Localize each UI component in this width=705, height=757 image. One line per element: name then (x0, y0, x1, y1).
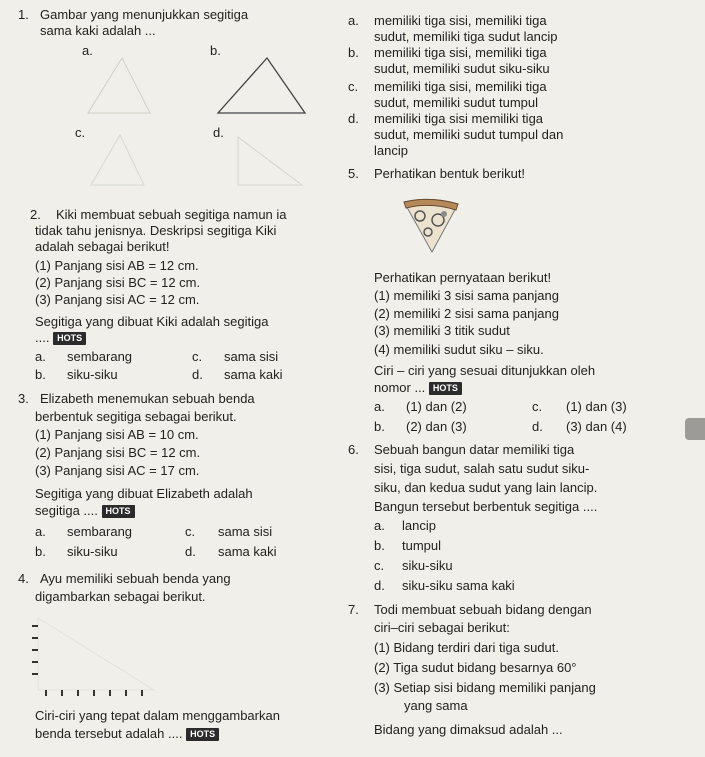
q5-question-line1: Ciri – ciri yang sesuai ditunjukkan oleh (374, 363, 596, 378)
q1-stem-line1: Gambar yang menunjukkan segitiga (40, 7, 249, 22)
q5-number: 5. (348, 166, 359, 181)
q1-option-c-letter[interactable]: c. (348, 79, 359, 94)
q7-item-3: (3) Setiap sisi bidang memiliki panjang (374, 680, 596, 695)
q1-option-c-line2[interactable]: sudut, memiliki sudut tumpul (374, 95, 539, 110)
q5-option-d-text[interactable]: (3) dan (4) (566, 419, 627, 434)
q1-option-d-line1[interactable]: memiliki tiga sisi memiliki tiga (374, 111, 544, 126)
q4-number: 4. (18, 571, 29, 586)
q1-fig-label-d: d. (213, 125, 224, 140)
q1-option-d-line2[interactable]: sudut, memiliki sudut tumpul dan (374, 127, 564, 142)
q2-stem-line2: tidak tahu jenisnya. Deskripsi segitiga Kiki (35, 223, 277, 238)
q5-item-3: (3) memiliki 3 titik sudut (374, 323, 510, 338)
q2-stem-line3: adalah sebagai berikut! (35, 239, 170, 254)
q3-item-3: (3) Panjang sisi AC = 17 cm. (35, 463, 200, 478)
edge-shadow (685, 418, 705, 440)
q6-option-c-text[interactable]: siku-siku (402, 558, 453, 573)
q2-stem-line1: Kiki membuat sebuah segitiga namun ia (56, 207, 287, 222)
q3-option-c-text[interactable]: sama sisi (218, 524, 273, 539)
q2-number: 2. (30, 207, 41, 222)
q2-option-a-text[interactable]: sembarang (67, 349, 133, 364)
q1-fig-label-c: c. (75, 125, 86, 140)
q2-option-c-letter[interactable]: c. (192, 349, 203, 364)
q2-hots-badge: HOTS (53, 332, 86, 345)
q5-option-d-letter[interactable]: d. (532, 419, 543, 434)
q1-option-d-letter[interactable]: d. (348, 111, 359, 126)
q3-item-2: (2) Panjang sisi BC = 12 cm. (35, 445, 201, 460)
q4-stem-line1: Ayu memiliki sebuah benda yang (40, 571, 231, 586)
q4-right-triangle-figure (30, 612, 160, 694)
q1-option-b-line1[interactable]: memiliki tiga sisi, memiliki tiga (374, 45, 547, 60)
q1-stem-line2: sama kaki adalah ... (40, 23, 156, 38)
q6-option-d-text[interactable]: siku-siku sama kaki (402, 578, 515, 593)
q5-question-line2: nomor ... HOTS (374, 380, 462, 395)
q5-item-1: (1) memiliki 3 sisi sama panjang (374, 288, 559, 303)
q5-option-a-letter[interactable]: a. (374, 399, 385, 414)
q3-stem-line1: Elizabeth menemukan sebuah benda (40, 391, 255, 406)
q2-option-b-letter[interactable]: b. (35, 367, 46, 382)
q7-item-2: (2) Tiga sudut bidang besarnya 60° (374, 660, 577, 675)
q1-option-b-line2[interactable]: sudut, memiliki sudut siku-siku (374, 61, 550, 76)
q7-question: Bidang yang dimaksud adalah ... (374, 722, 563, 737)
q7-stem-line1: Todi membuat sebuah bidang dengan (374, 602, 592, 617)
q4-closing-line2: benda tersebut adalah .... HOTS (35, 726, 219, 741)
q6-number: 6. (348, 442, 359, 457)
q6-option-d-letter[interactable]: d. (374, 578, 385, 593)
q6-stem-line1: Sebuah bangun datar memiliki tiga (374, 442, 575, 457)
q3-option-b-text[interactable]: siku-siku (67, 544, 118, 559)
q5-item-2: (2) memiliki 2 sisi sama panjang (374, 306, 559, 321)
q5-hots-badge: HOTS (429, 382, 462, 395)
q3-option-b-letter[interactable]: b. (35, 544, 46, 559)
q3-option-a-letter[interactable]: a. (35, 524, 46, 539)
q5-option-a-text[interactable]: (1) dan (2) (406, 399, 467, 414)
q3-question-line1: Segitiga yang dibuat Elizabeth adalah (35, 486, 253, 501)
q2-option-b-text[interactable]: siku-siku (67, 367, 118, 382)
q1-option-a-letter[interactable]: a. (348, 13, 359, 28)
q3-question-line2: segitiga .... HOTS (35, 503, 135, 518)
q6-stem-line4: Bangun tersebut berbentuk segitiga .... (374, 499, 598, 514)
q1-triangle-d-figure (236, 135, 306, 187)
q1-option-a-line2[interactable]: sudut, memiliki tiga sudut lancip (374, 29, 558, 44)
q1-option-b-letter[interactable]: b. (348, 45, 359, 60)
q5-option-c-letter[interactable]: c. (532, 399, 543, 414)
q7-item-1: (1) Bidang terdiri dari tiga sudut. (374, 640, 559, 655)
q6-option-a-letter[interactable]: a. (374, 518, 385, 533)
q6-stem-line3: siku, dan kedua sudut yang lain lancip. (374, 480, 598, 495)
q5-option-b-text[interactable]: (2) dan (3) (406, 419, 467, 434)
q3-option-d-letter[interactable]: d. (185, 544, 196, 559)
q1-triangle-b-figure (215, 55, 310, 115)
q6-option-a-text[interactable]: lancip (402, 518, 436, 533)
q3-hots-badge: HOTS (102, 505, 135, 518)
q1-triangle-c-figure (88, 133, 148, 188)
q2-item-3: (3) Panjang sisi AC = 12 cm. (35, 292, 200, 307)
q6-option-b-letter[interactable]: b. (374, 538, 385, 553)
q6-option-b-text[interactable]: tumpul (402, 538, 442, 553)
q1-option-d-line3[interactable]: lancip (374, 143, 408, 158)
q1-fig-label-a: a. (82, 43, 93, 58)
q7-number: 7. (348, 602, 359, 617)
q7-stem-line2: ciri–ciri sebagai berikut: (374, 620, 510, 635)
q1-fig-label-b: b. (210, 43, 221, 58)
q3-number: 3. (18, 391, 29, 406)
q4-stem-line2: digambarkan sebagai berikut. (35, 589, 206, 604)
q2-item-1: (1) Panjang sisi AB = 12 cm. (35, 258, 199, 273)
q4-hots-badge: HOTS (186, 728, 219, 741)
q5-pizza-slice-figure (398, 196, 468, 256)
q2-option-c-text[interactable]: sama sisi (224, 349, 279, 364)
q3-item-1: (1) Panjang sisi AB = 10 cm. (35, 427, 199, 442)
q5-option-c-text[interactable]: (1) dan (3) (566, 399, 627, 414)
q2-option-d-letter[interactable]: d. (192, 367, 203, 382)
q1-option-c-line1[interactable]: memiliki tiga sisi, memiliki tiga (374, 79, 547, 94)
q3-option-d-text[interactable]: sama kaki (218, 544, 277, 559)
q3-option-c-letter[interactable]: c. (185, 524, 196, 539)
q5-intro: Perhatikan pernyataan berikut! (374, 270, 552, 285)
q3-stem-line2: berbentuk segitiga sebagai berikut. (35, 409, 237, 424)
q5-option-b-letter[interactable]: b. (374, 419, 385, 434)
q2-option-d-text[interactable]: sama kaki (224, 367, 283, 382)
q1-option-a-line1[interactable]: memiliki tiga sisi, memiliki tiga (374, 13, 547, 28)
q1-number: 1. (18, 7, 29, 22)
q5-item-4: (4) memiliki sudut siku – siku. (374, 342, 544, 357)
q6-stem-line2: sisi, tiga sudut, salah satu sudut siku- (374, 461, 590, 476)
q3-option-a-text[interactable]: sembarang (67, 524, 133, 539)
q5-stem: Perhatikan bentuk berikut! (374, 166, 526, 181)
q2-item-2: (2) Panjang sisi BC = 12 cm. (35, 275, 201, 290)
q2-blank: .... HOTS (35, 330, 86, 345)
q6-option-c-letter[interactable]: c. (374, 558, 385, 573)
q2-option-a-letter[interactable]: a. (35, 349, 46, 364)
q4-closing-line1: Ciri-ciri yang tepat dalam menggambarkan (35, 708, 280, 723)
q7-item-3-cont: yang sama (404, 698, 468, 713)
q2-question: Segitiga yang dibuat Kiki adalah segitiga (35, 314, 269, 329)
q1-triangle-a-figure (84, 55, 154, 115)
